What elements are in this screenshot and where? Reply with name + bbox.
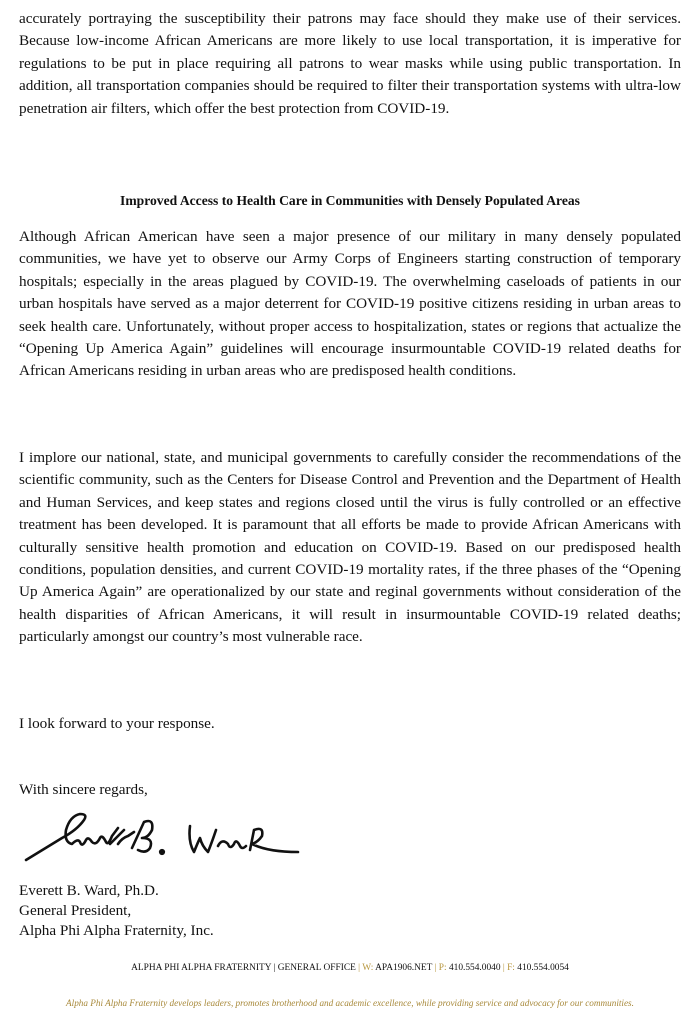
paragraph-transportation: accurately portraying the susceptibility their patrons may face should they make use of their services. Because low-income African Americans are more likely to use local transportation, it is imperative for regulations to be put in place requiring all patrons to wear masks while using public transportation. In addition, all transportation companies should be required to filter their transportation systems with ultra-low penetration air filters, which offer the best protection from COVID-19. bbox=[19, 10, 681, 117]
footer-tagline: Alpha Phi Alpha Fraternity develops leaders, promotes brotherhood and academic excellence, while providing service and advocacy for our communities. bbox=[66, 998, 634, 1008]
closing-line: I look forward to your response. bbox=[19, 715, 215, 732]
footer-office: GENERAL OFFICE bbox=[277, 963, 356, 973]
footer-phone: 410.554.0040 bbox=[446, 963, 501, 973]
signatory-title: General President, bbox=[19, 902, 132, 919]
signatory-name: Everett B. Ward, Ph.D. bbox=[19, 882, 159, 899]
letterhead-footer bbox=[0, 963, 700, 973]
footer-separator: | bbox=[355, 963, 363, 973]
footer-separator: | bbox=[432, 963, 439, 973]
footer-org: ALPHA PHI ALPHA FRATERNITY bbox=[131, 963, 272, 973]
footer-separator: | bbox=[271, 963, 278, 973]
salutation: With sincere regards, bbox=[19, 781, 148, 798]
footer-web: APA1906.NET bbox=[373, 963, 433, 973]
paragraph-appeal: I implore our national, state, and municipal governments to carefully consider the recommendations of the scientific community, such as the Centers for Disease Control and Prevention and the Department of Health and Human Services, and keep states and regions closed until the virus is fully controlled or an effective treatment has been developed. It is paramount that all efforts be made to provide African Americans with culturally sensitive health promotion and education on COVID-19. Based on our predisposed health conditions, population densities, and current COVID-19 mortality rates, if the three phases of the “Opening Up America Again” are operationalized by our state and reginal governments without consideration of the health disparities of African Americans, it will result in insurmountable COVID-19 related deaths; particularly amongst our country’s most vulnerable race. bbox=[19, 449, 681, 646]
signatory-organization: Alpha Phi Alpha Fraternity, Inc. bbox=[19, 922, 214, 939]
footer-separator: | bbox=[500, 963, 508, 973]
footer-web-label: W: bbox=[362, 963, 374, 973]
footer-phone-label: P: bbox=[438, 963, 447, 973]
paragraph-health-care-access: Although African American have seen a major presence of our military in many densely populated communities, we have yet to observe our Army Corps of Engineers starting construction of temporary hospitals; especially in the areas plagued by COVID-19. The overwhelming caseloads of patients in our urban hospitals have served as a major deterrent for COVID-19 positive citizens residing in urban areas to seek health care. Unfortunately, without proper access to hospitalization, states or regions that actualize the “Opening Up America Again” guidelines will encourage insurmountable COVID-19 related deaths for African Americans residing in urban areas who are predisposed health conditions. bbox=[19, 228, 681, 380]
handwritten-signature-icon bbox=[22, 808, 302, 876]
section-heading: Improved Access to Health Care in Communities with Densely Populated Areas bbox=[120, 193, 580, 208]
footer-fax-label: F: bbox=[507, 963, 515, 973]
footer-fax: 410.554.0054 bbox=[514, 963, 569, 973]
